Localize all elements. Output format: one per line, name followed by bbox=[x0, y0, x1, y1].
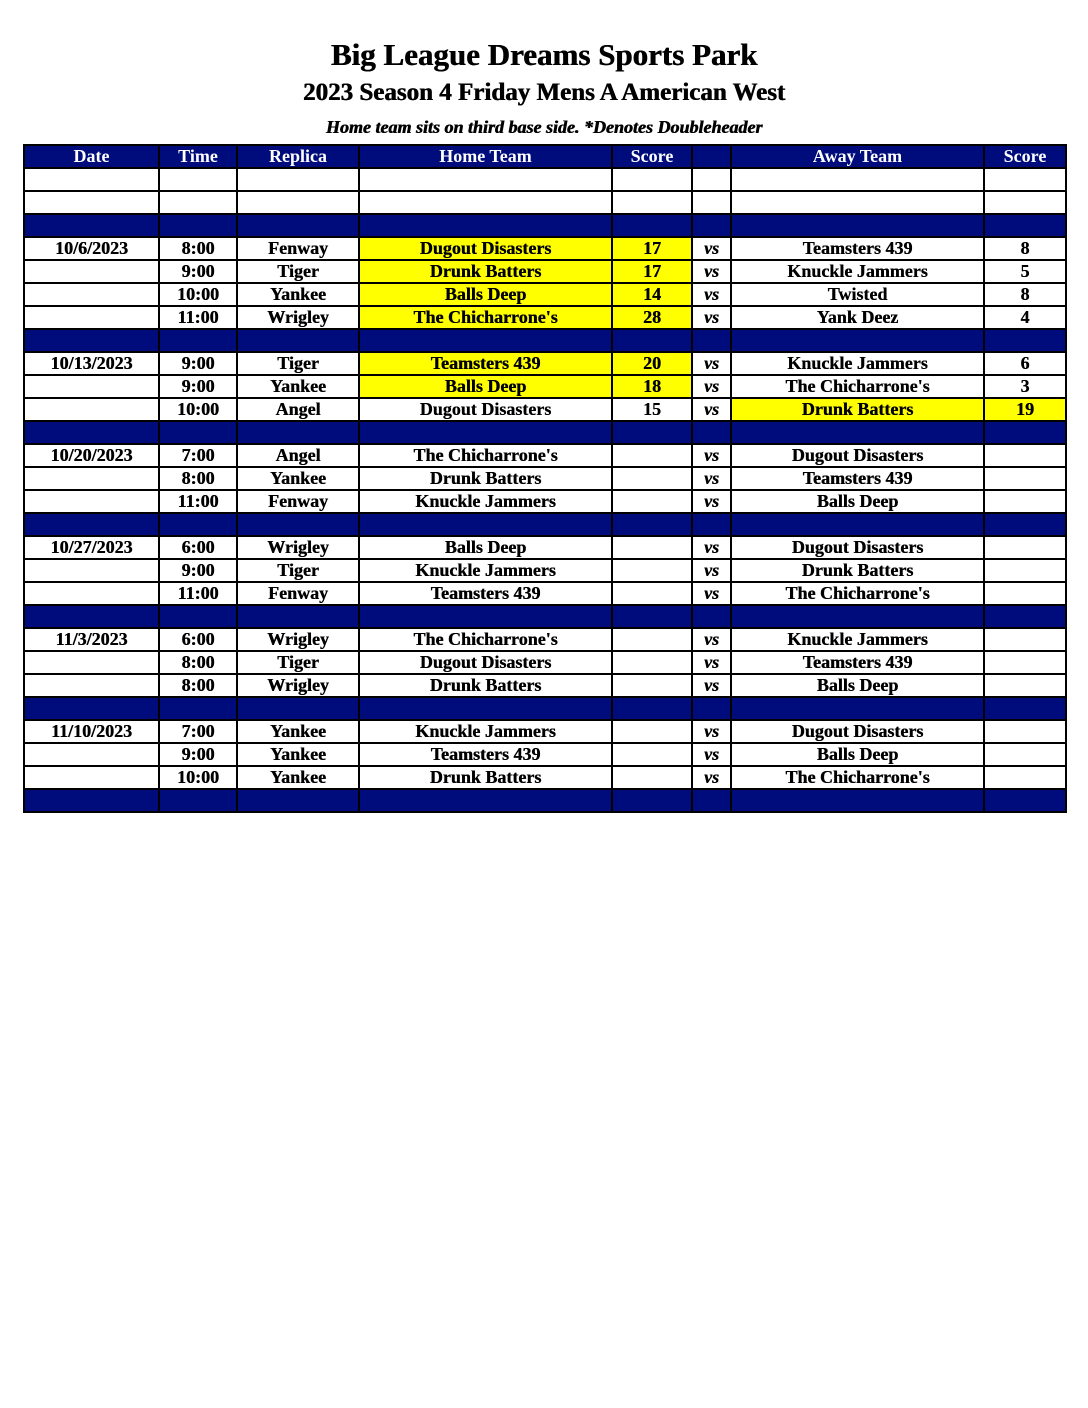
cell-replica bbox=[237, 191, 359, 214]
col-away-team: Away Team bbox=[731, 145, 984, 168]
cell-away-team: Dugout Disasters bbox=[731, 444, 984, 467]
separator-row bbox=[24, 605, 1066, 628]
cell-time: 9:00 bbox=[159, 352, 237, 375]
cell-vs bbox=[692, 789, 731, 812]
cell-time: 9:00 bbox=[159, 559, 237, 582]
cell-replica bbox=[237, 329, 359, 352]
cell-home-team: Drunk Batters bbox=[359, 260, 612, 283]
cell-home-score bbox=[612, 697, 692, 720]
cell-home-team: Knuckle Jammers bbox=[359, 559, 612, 582]
cell-away-team: Teamsters 439 bbox=[731, 467, 984, 490]
col-replica: Replica bbox=[237, 145, 359, 168]
cell-time: 9:00 bbox=[159, 743, 237, 766]
cell-home-score bbox=[612, 743, 692, 766]
cell-home-team: Knuckle Jammers bbox=[359, 720, 612, 743]
table-row bbox=[24, 283, 1066, 306]
cell-date bbox=[24, 605, 159, 628]
cell-time bbox=[159, 421, 237, 444]
cell-home-team: Balls Deep bbox=[359, 536, 612, 559]
cell-home-score bbox=[612, 421, 692, 444]
table-row bbox=[24, 720, 1066, 743]
cell-date bbox=[24, 697, 159, 720]
cell-away-team bbox=[731, 605, 984, 628]
cell-vs: vs bbox=[692, 582, 731, 605]
cell-home-team bbox=[359, 214, 612, 237]
cell-replica: Tiger bbox=[237, 352, 359, 375]
cell-time: 10:00 bbox=[159, 398, 237, 421]
cell-home-team: Dugout Disasters bbox=[359, 237, 612, 260]
cell-time bbox=[159, 168, 237, 191]
cell-vs: vs bbox=[692, 559, 731, 582]
table-row bbox=[24, 674, 1066, 697]
cell-home-team bbox=[359, 191, 612, 214]
cell-away-score bbox=[984, 674, 1066, 697]
cell-away-score bbox=[984, 444, 1066, 467]
cell-away-team bbox=[731, 191, 984, 214]
table-row bbox=[24, 444, 1066, 467]
cell-date bbox=[24, 306, 159, 329]
cell-time bbox=[159, 329, 237, 352]
cell-away-score bbox=[984, 513, 1066, 536]
cell-vs bbox=[692, 191, 731, 214]
cell-date bbox=[24, 398, 159, 421]
page-title: Big League Dreams Sports Park bbox=[330, 37, 758, 72]
cell-vs: vs bbox=[692, 651, 731, 674]
cell-date bbox=[24, 283, 159, 306]
cell-replica: Yankee bbox=[237, 720, 359, 743]
cell-home-team bbox=[359, 168, 612, 191]
cell-vs: vs bbox=[692, 260, 731, 283]
cell-away-team: The Chicharrone's bbox=[731, 766, 984, 789]
cell-vs: vs bbox=[692, 743, 731, 766]
cell-time bbox=[159, 214, 237, 237]
cell-away-score bbox=[984, 559, 1066, 582]
cell-away-score bbox=[984, 651, 1066, 674]
cell-vs bbox=[692, 421, 731, 444]
cell-vs: vs bbox=[692, 467, 731, 490]
cell-home-team: The Chicharrone's bbox=[359, 628, 612, 651]
cell-home-team: Balls Deep bbox=[359, 375, 612, 398]
cell-away-team bbox=[731, 697, 984, 720]
table-row bbox=[24, 467, 1066, 490]
table-row bbox=[24, 398, 1066, 421]
cell-replica bbox=[237, 214, 359, 237]
cell-home-score bbox=[612, 214, 692, 237]
cell-home-team: The Chicharrone's bbox=[359, 444, 612, 467]
cell-away-team: Balls Deep bbox=[731, 743, 984, 766]
table-row bbox=[24, 375, 1066, 398]
cell-away-score bbox=[984, 766, 1066, 789]
cell-replica: Wrigley bbox=[237, 628, 359, 651]
cell-away-score bbox=[984, 628, 1066, 651]
cell-replica: Yankee bbox=[237, 766, 359, 789]
cell-home-team: Knuckle Jammers bbox=[359, 490, 612, 513]
cell-away-score bbox=[984, 605, 1066, 628]
cell-home-score: 17 bbox=[612, 237, 692, 260]
cell-home-team bbox=[359, 421, 612, 444]
cell-vs: vs bbox=[692, 375, 731, 398]
cell-away-score bbox=[984, 214, 1066, 237]
cell-replica: Angel bbox=[237, 398, 359, 421]
cell-replica bbox=[237, 697, 359, 720]
cell-away-team bbox=[731, 329, 984, 352]
cell-away-team: Drunk Batters bbox=[731, 559, 984, 582]
col-away-score: Score bbox=[984, 145, 1066, 168]
cell-replica: Yankee bbox=[237, 283, 359, 306]
cell-replica: Tiger bbox=[237, 559, 359, 582]
schedule-table bbox=[23, 144, 1067, 813]
cell-date bbox=[24, 329, 159, 352]
header-row bbox=[24, 145, 1066, 168]
cell-home-team bbox=[359, 697, 612, 720]
cell-vs: vs bbox=[692, 674, 731, 697]
table-row bbox=[24, 536, 1066, 559]
table-row bbox=[24, 559, 1066, 582]
cell-date bbox=[24, 513, 159, 536]
cell-time bbox=[159, 789, 237, 812]
col-vs bbox=[692, 145, 731, 168]
cell-home-score bbox=[612, 720, 692, 743]
cell-home-score bbox=[612, 191, 692, 214]
cell-date bbox=[24, 191, 159, 214]
cell-replica bbox=[237, 789, 359, 812]
cell-away-team: Teamsters 439 bbox=[731, 237, 984, 260]
cell-time: 8:00 bbox=[159, 674, 237, 697]
separator-row bbox=[24, 329, 1066, 352]
cell-time bbox=[159, 605, 237, 628]
cell-time: 11:00 bbox=[159, 490, 237, 513]
cell-away-team: Balls Deep bbox=[731, 674, 984, 697]
cell-time: 10:00 bbox=[159, 766, 237, 789]
cell-replica: Tiger bbox=[237, 260, 359, 283]
cell-vs: vs bbox=[692, 237, 731, 260]
blank-row bbox=[24, 168, 1066, 191]
cell-home-team bbox=[359, 513, 612, 536]
cell-replica bbox=[237, 513, 359, 536]
cell-away-score bbox=[984, 168, 1066, 191]
cell-away-score: 8 bbox=[984, 237, 1066, 260]
cell-vs bbox=[692, 214, 731, 237]
separator-row bbox=[24, 214, 1066, 237]
col-home-team: Home Team bbox=[359, 145, 612, 168]
cell-home-team: Drunk Batters bbox=[359, 766, 612, 789]
cell-replica: Wrigley bbox=[237, 306, 359, 329]
table-row bbox=[24, 490, 1066, 513]
cell-time: 11:00 bbox=[159, 306, 237, 329]
cell-home-score: 20 bbox=[612, 352, 692, 375]
cell-home-team: Balls Deep bbox=[359, 283, 612, 306]
cell-away-team: Dugout Disasters bbox=[731, 720, 984, 743]
cell-date bbox=[24, 789, 159, 812]
cell-vs: vs bbox=[692, 490, 731, 513]
table-row bbox=[24, 352, 1066, 375]
cell-time: 8:00 bbox=[159, 467, 237, 490]
cell-away-score: 5 bbox=[984, 260, 1066, 283]
cell-replica: Angel bbox=[237, 444, 359, 467]
cell-away-team: Knuckle Jammers bbox=[731, 352, 984, 375]
cell-time: 10:00 bbox=[159, 283, 237, 306]
cell-date bbox=[24, 168, 159, 191]
cell-home-score bbox=[612, 513, 692, 536]
separator-row bbox=[24, 421, 1066, 444]
blank-row bbox=[24, 191, 1066, 214]
cell-away-team bbox=[731, 214, 984, 237]
col-home-score: Score bbox=[612, 145, 692, 168]
separator-row bbox=[24, 513, 1066, 536]
cell-home-score bbox=[612, 536, 692, 559]
cell-away-score bbox=[984, 490, 1066, 513]
cell-away-score bbox=[984, 421, 1066, 444]
cell-time: 7:00 bbox=[159, 444, 237, 467]
cell-away-team: Balls Deep bbox=[731, 490, 984, 513]
cell-away-team: Dugout Disasters bbox=[731, 536, 984, 559]
cell-vs bbox=[692, 605, 731, 628]
cell-home-score bbox=[612, 582, 692, 605]
cell-replica: Yankee bbox=[237, 467, 359, 490]
cell-home-score bbox=[612, 605, 692, 628]
cell-home-team: Drunk Batters bbox=[359, 467, 612, 490]
cell-replica bbox=[237, 605, 359, 628]
cell-away-score bbox=[984, 697, 1066, 720]
cell-home-team: Teamsters 439 bbox=[359, 743, 612, 766]
cell-replica: Yankee bbox=[237, 743, 359, 766]
cell-date bbox=[24, 467, 159, 490]
cell-vs bbox=[692, 168, 731, 191]
cell-date: 11/3/2023 bbox=[24, 628, 159, 651]
cell-home-team: Drunk Batters bbox=[359, 674, 612, 697]
cell-home-score: 28 bbox=[612, 306, 692, 329]
cell-home-score bbox=[612, 789, 692, 812]
cell-away-score: 6 bbox=[984, 352, 1066, 375]
cell-replica bbox=[237, 421, 359, 444]
cell-away-score: 4 bbox=[984, 306, 1066, 329]
cell-away-team: The Chicharrone's bbox=[731, 582, 984, 605]
cell-time: 8:00 bbox=[159, 237, 237, 260]
cell-time bbox=[159, 697, 237, 720]
separator-row bbox=[24, 697, 1066, 720]
cell-replica: Tiger bbox=[237, 651, 359, 674]
cell-home-score: 17 bbox=[612, 260, 692, 283]
cell-replica: Fenway bbox=[237, 237, 359, 260]
cell-vs: vs bbox=[692, 628, 731, 651]
table-row bbox=[24, 743, 1066, 766]
cell-time bbox=[159, 191, 237, 214]
cell-away-score bbox=[984, 789, 1066, 812]
cell-home-score: 15 bbox=[612, 398, 692, 421]
cell-away-team: Knuckle Jammers bbox=[731, 260, 984, 283]
cell-away-score bbox=[984, 329, 1066, 352]
cell-away-team bbox=[731, 789, 984, 812]
cell-replica bbox=[237, 168, 359, 191]
cell-time: 9:00 bbox=[159, 375, 237, 398]
cell-date bbox=[24, 559, 159, 582]
cell-vs: vs bbox=[692, 306, 731, 329]
col-date: Date bbox=[24, 145, 159, 168]
cell-away-score bbox=[984, 582, 1066, 605]
cell-away-score bbox=[984, 191, 1066, 214]
cell-home-team: Dugout Disasters bbox=[359, 651, 612, 674]
cell-time bbox=[159, 513, 237, 536]
cell-home-team bbox=[359, 789, 612, 812]
cell-time: 8:00 bbox=[159, 651, 237, 674]
schedule-body bbox=[24, 168, 1066, 812]
cell-away-team: Yank Deez bbox=[731, 306, 984, 329]
cell-home-score bbox=[612, 490, 692, 513]
cell-date: 10/13/2023 bbox=[24, 352, 159, 375]
cell-date bbox=[24, 743, 159, 766]
page-note: Home team sits on third base side. *Denotes Doubleheader bbox=[325, 117, 763, 137]
cell-home-team: The Chicharrone's bbox=[359, 306, 612, 329]
cell-replica: Wrigley bbox=[237, 674, 359, 697]
cell-home-score bbox=[612, 651, 692, 674]
cell-vs: vs bbox=[692, 398, 731, 421]
cell-vs bbox=[692, 329, 731, 352]
cell-time: 11:00 bbox=[159, 582, 237, 605]
table-row bbox=[24, 651, 1066, 674]
cell-vs bbox=[692, 697, 731, 720]
cell-away-team: Twisted bbox=[731, 283, 984, 306]
cell-away-score: 3 bbox=[984, 375, 1066, 398]
cell-home-score bbox=[612, 467, 692, 490]
cell-date bbox=[24, 582, 159, 605]
cell-home-score bbox=[612, 444, 692, 467]
cell-date: 10/6/2023 bbox=[24, 237, 159, 260]
cell-away-score: 8 bbox=[984, 283, 1066, 306]
cell-vs: vs bbox=[692, 720, 731, 743]
cell-away-team: Drunk Batters bbox=[731, 398, 984, 421]
cell-replica: Wrigley bbox=[237, 536, 359, 559]
cell-replica: Fenway bbox=[237, 490, 359, 513]
cell-vs: vs bbox=[692, 444, 731, 467]
table-row bbox=[24, 306, 1066, 329]
table-row bbox=[24, 766, 1066, 789]
cell-away-score bbox=[984, 743, 1066, 766]
cell-date bbox=[24, 214, 159, 237]
cell-date bbox=[24, 375, 159, 398]
cell-date bbox=[24, 260, 159, 283]
cell-date: 10/27/2023 bbox=[24, 536, 159, 559]
table-row bbox=[24, 260, 1066, 283]
cell-away-score bbox=[984, 720, 1066, 743]
page-subtitle: 2023 Season 4 Friday Mens A American West bbox=[302, 79, 786, 106]
cell-time: 6:00 bbox=[159, 536, 237, 559]
cell-date: 10/20/2023 bbox=[24, 444, 159, 467]
cell-date bbox=[24, 674, 159, 697]
cell-home-score: 14 bbox=[612, 283, 692, 306]
cell-away-team bbox=[731, 168, 984, 191]
cell-date bbox=[24, 651, 159, 674]
cell-away-team: Teamsters 439 bbox=[731, 651, 984, 674]
cell-away-team: Knuckle Jammers bbox=[731, 628, 984, 651]
cell-replica: Yankee bbox=[237, 375, 359, 398]
separator-row bbox=[24, 789, 1066, 812]
cell-time: 6:00 bbox=[159, 628, 237, 651]
cell-time: 9:00 bbox=[159, 260, 237, 283]
cell-home-score bbox=[612, 766, 692, 789]
cell-away-team bbox=[731, 513, 984, 536]
cell-home-score bbox=[612, 674, 692, 697]
cell-home-team: Teamsters 439 bbox=[359, 352, 612, 375]
cell-date bbox=[24, 490, 159, 513]
cell-home-team: Dugout Disasters bbox=[359, 398, 612, 421]
table-row bbox=[24, 237, 1066, 260]
cell-away-score: 19 bbox=[984, 398, 1066, 421]
cell-vs: vs bbox=[692, 283, 731, 306]
cell-vs: vs bbox=[692, 352, 731, 375]
cell-away-score bbox=[984, 536, 1066, 559]
cell-away-score bbox=[984, 467, 1066, 490]
table-row bbox=[24, 628, 1066, 651]
table-row bbox=[24, 582, 1066, 605]
cell-home-team: Teamsters 439 bbox=[359, 582, 612, 605]
cell-date bbox=[24, 421, 159, 444]
cell-away-team bbox=[731, 421, 984, 444]
cell-time: 7:00 bbox=[159, 720, 237, 743]
cell-home-team bbox=[359, 329, 612, 352]
cell-home-team bbox=[359, 605, 612, 628]
cell-home-score bbox=[612, 168, 692, 191]
cell-date: 11/10/2023 bbox=[24, 720, 159, 743]
cell-home-score bbox=[612, 559, 692, 582]
col-time: Time bbox=[159, 145, 237, 168]
cell-home-score bbox=[612, 329, 692, 352]
cell-away-team: The Chicharrone's bbox=[731, 375, 984, 398]
cell-vs: vs bbox=[692, 766, 731, 789]
cell-vs: vs bbox=[692, 536, 731, 559]
cell-replica: Fenway bbox=[237, 582, 359, 605]
cell-home-score: 18 bbox=[612, 375, 692, 398]
cell-date bbox=[24, 766, 159, 789]
cell-home-score bbox=[612, 628, 692, 651]
cell-vs bbox=[692, 513, 731, 536]
